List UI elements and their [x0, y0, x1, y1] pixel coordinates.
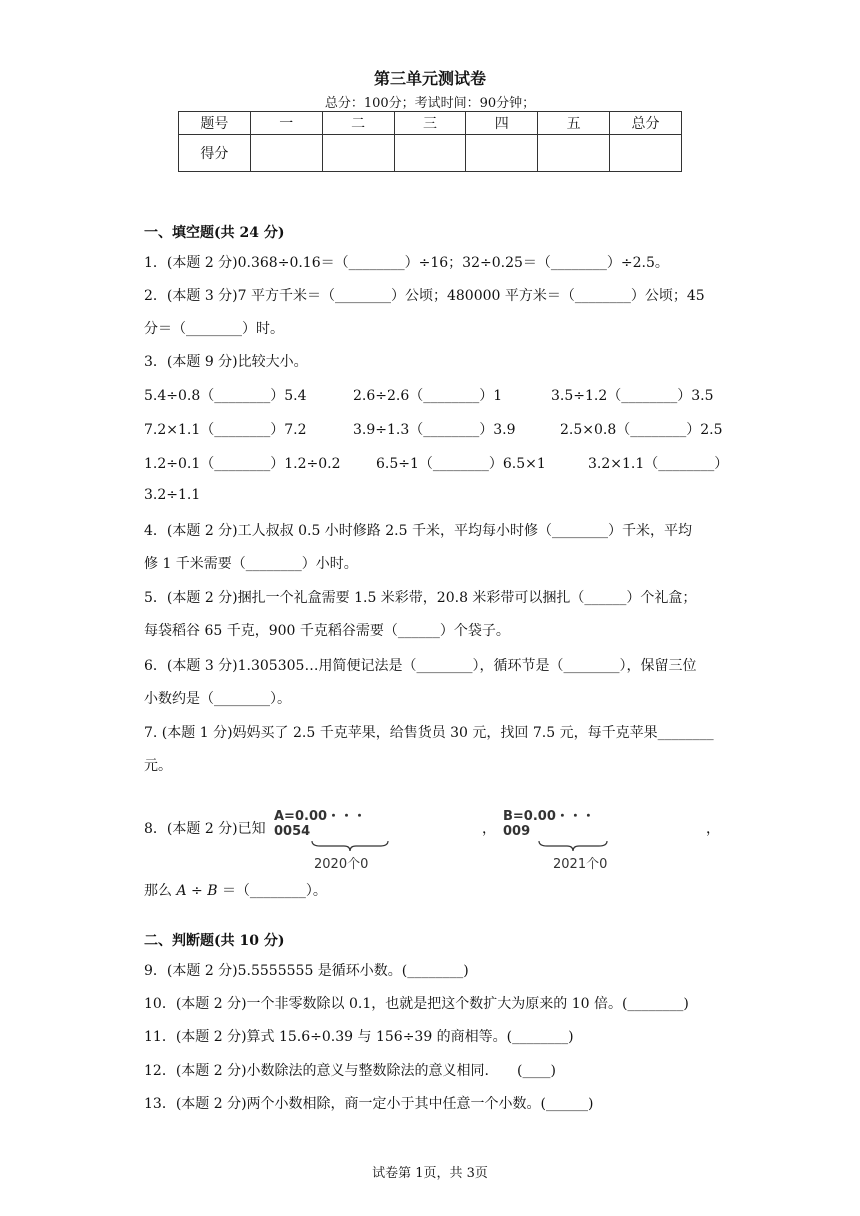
exam-info: 总分：100分；考试时间：90分钟； — [324, 96, 536, 111]
compare-item: 5.4÷0.8（________）5.4 — [144, 388, 307, 404]
compare-item: 3.2×1.1（________） — [588, 456, 729, 472]
expression-a-note: 2020个0 — [314, 857, 369, 872]
compare-item: 6.5÷1（________）6.5×1 — [376, 456, 546, 472]
question-4-line-2: 修 1 千米需要（________）小时。 — [144, 556, 358, 572]
question-6-line-1: 6．(本题 3 分)1.305305…用简便记法是（________），循环节是（________），保留三位 — [144, 658, 697, 674]
question-8-tail-pre: 那么 — [144, 883, 172, 899]
question-9: 9．(本题 2 分)5.5555555 是循环小数。(________) — [144, 963, 469, 979]
score-cell — [394, 135, 466, 172]
score-cell — [538, 135, 610, 172]
score-table-header: 三 — [394, 112, 466, 135]
question-6-line-2: 小数约是（________）。 — [144, 691, 291, 707]
expression-b-note: 2021个0 — [553, 857, 608, 872]
score-cell — [250, 135, 322, 172]
compare-item: 1.2÷0.1（________）1.2÷0.2 — [144, 456, 341, 472]
section-heading-judgment: 二、判断题(共 10 分) — [144, 933, 285, 949]
compare-item: 7.2×1.1（________）7.2 — [144, 422, 307, 438]
expression-b-value: B=0.00・・・009 — [503, 809, 595, 839]
question-8-comma: ， — [706, 821, 720, 837]
question-8-prefix: 8．(本题 2 分)已知 — [144, 821, 266, 837]
question-8-answer: ＝（________）。 — [221, 883, 327, 899]
score-table-header: 四 — [466, 112, 538, 135]
compare-item: 2.5×0.8（________）2.5 — [560, 422, 723, 438]
question-8-expression: A ÷ B — [176, 883, 218, 899]
score-table-header: 一 — [250, 112, 322, 135]
compare-item-tail: 3.2÷1.1 — [144, 487, 201, 503]
compare-item: 3.5÷1.2（________）3.5 — [551, 388, 714, 404]
expression-b — [503, 805, 609, 872]
question-1: 1．(本题 2 分)0.368÷0.16＝（________）÷16；32÷0.25＝（________）÷2.5。 — [144, 255, 669, 271]
page-title: 第三单元测试卷 — [373, 69, 486, 88]
question-2-line-1: 2．(本题 3 分)7 平方千米＝（________）公顷；480000 平方米＝（________）公顷；45 — [144, 288, 705, 304]
score-cell — [466, 135, 538, 172]
question-10: 10．(本题 2 分)一个非零数除以 0.1，也就是把这个数扩大为原来的 10 倍。(________) — [144, 996, 689, 1012]
question-2-line-2: 分＝（________）时。 — [144, 321, 284, 337]
section-heading-fill-blank: 一、填空题(共 24 分) — [144, 225, 285, 241]
question-8-tail — [144, 880, 327, 900]
question-11: 11．(本题 2 分)算式 15.6÷0.39 与 156÷39 的商相等。(________) — [144, 1029, 574, 1045]
score-cell — [610, 135, 682, 172]
compare-item: 2.6÷2.6（________）1 — [353, 388, 503, 404]
question-5-line-1: 5．(本题 2 分)捆扎一个礼盒需要 1.5 米彩带，20.8 米彩带可以捆扎（______）个礼盒； — [144, 590, 697, 606]
question-3: 3．(本题 9 分)比较大小。 — [144, 354, 308, 370]
question-13: 13．(本题 2 分)两个小数相除，商一定小于其中任意一个小数。(______) — [144, 1096, 594, 1112]
score-table — [178, 111, 682, 172]
score-table-header: 二 — [322, 112, 394, 135]
question-5-line-2: 每袋稻谷 65 千克，900 千克稻谷需要（______）个袋子。 — [144, 623, 510, 639]
score-table-header: 总分 — [610, 112, 682, 135]
score-cell — [322, 135, 394, 172]
score-row-label: 得分 — [179, 135, 251, 172]
page-footer: 试卷第 1页，共 3页 — [372, 1166, 488, 1181]
underbrace-icon — [537, 839, 609, 853]
question-7-line-1: 7. (本题 1 分)妈妈买了 2.5 千克苹果，给售货员 30 元，找回 7.5 元，每千克苹果________ — [144, 725, 714, 741]
question-12: 12．(本题 2 分)小数除法的意义与整数除法的意义相同. (____) — [144, 1063, 556, 1079]
score-table-header: 五 — [538, 112, 610, 135]
expression-a-value: A=0.00・・・0054 — [274, 809, 367, 839]
question-7-line-2: 元。 — [144, 758, 172, 774]
underbrace-icon — [310, 839, 390, 853]
expression-a — [274, 805, 386, 872]
compare-item: 3.9÷1.3（________）3.9 — [353, 422, 516, 438]
question-8-comma: ， — [482, 821, 496, 837]
question-4-line-1: 4．(本题 2 分)工人叔叔 0.5 小时修路 2.5 千米，平均每小时修（________）千米，平均 — [144, 523, 692, 539]
score-table-header: 题号 — [179, 112, 251, 135]
